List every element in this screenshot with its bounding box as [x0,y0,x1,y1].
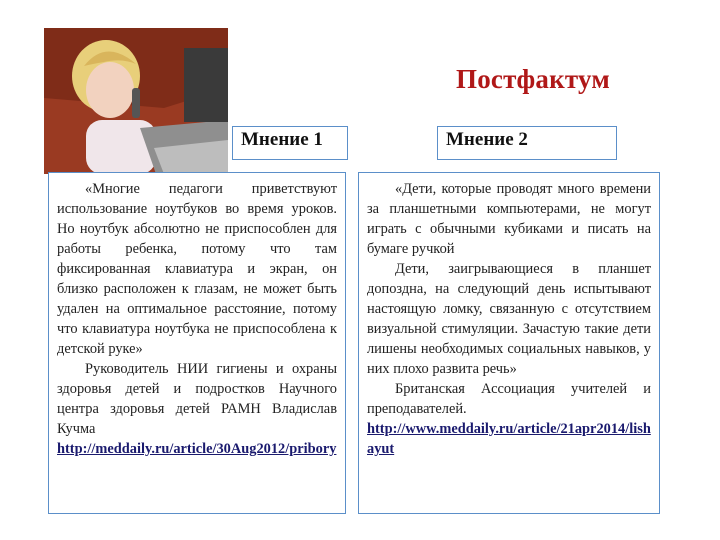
child-laptop-photo [44,28,228,174]
opinion2-quote-part2: Дети, заигрывающиеся в планшет допоздна, на следующий день испытывают настоящую ломку, связанную с отсутствием визуальной стимуляции. Зачастую такие дети лишены необходимых социальных навыков, у них плохо развита речь» [367,261,651,377]
opinion1-quote: «Многие педагоги приветствуют использование ноутбуков во время уроков. Но ноутбук абсолютно не приспособлен для работы ребенка, потому что там фиксированная клавиатура и экран, он близко расположен к глазам, не может быть удален на оптимальное расстояние, потому что клавиатура ноутбука не приспособлена к детской руке» [57,181,337,357]
opinion2-heading: Мнение 2 [437,126,617,160]
opinion1-heading: Мнение 1 [232,126,348,160]
page-title: Постфактум [456,64,610,94]
opinion1-source: Руководитель НИИ гигиены и охраны здоровья детей и подростков Научного центра здоровья детей РАМН Владислав Кучма [57,361,337,437]
opinion2-source: Британская Ассоциация учителей и преподавателей. [367,381,651,417]
opinion2-link[interactable]: http://www.meddaily.ru/article/21apr2014/lishayut [367,421,651,457]
opinion2-quote-part1: «Дети, которые проводят много времени за планшетными компьютерами, не могут играть с обычными кубиками и писать на бумаге ручкой [367,181,651,257]
opinion2-panel [358,172,660,514]
opinion1-link[interactable]: http://meddaily.ru/article/30Aug2012/pribory [57,441,337,457]
opinion1-panel [48,172,346,514]
